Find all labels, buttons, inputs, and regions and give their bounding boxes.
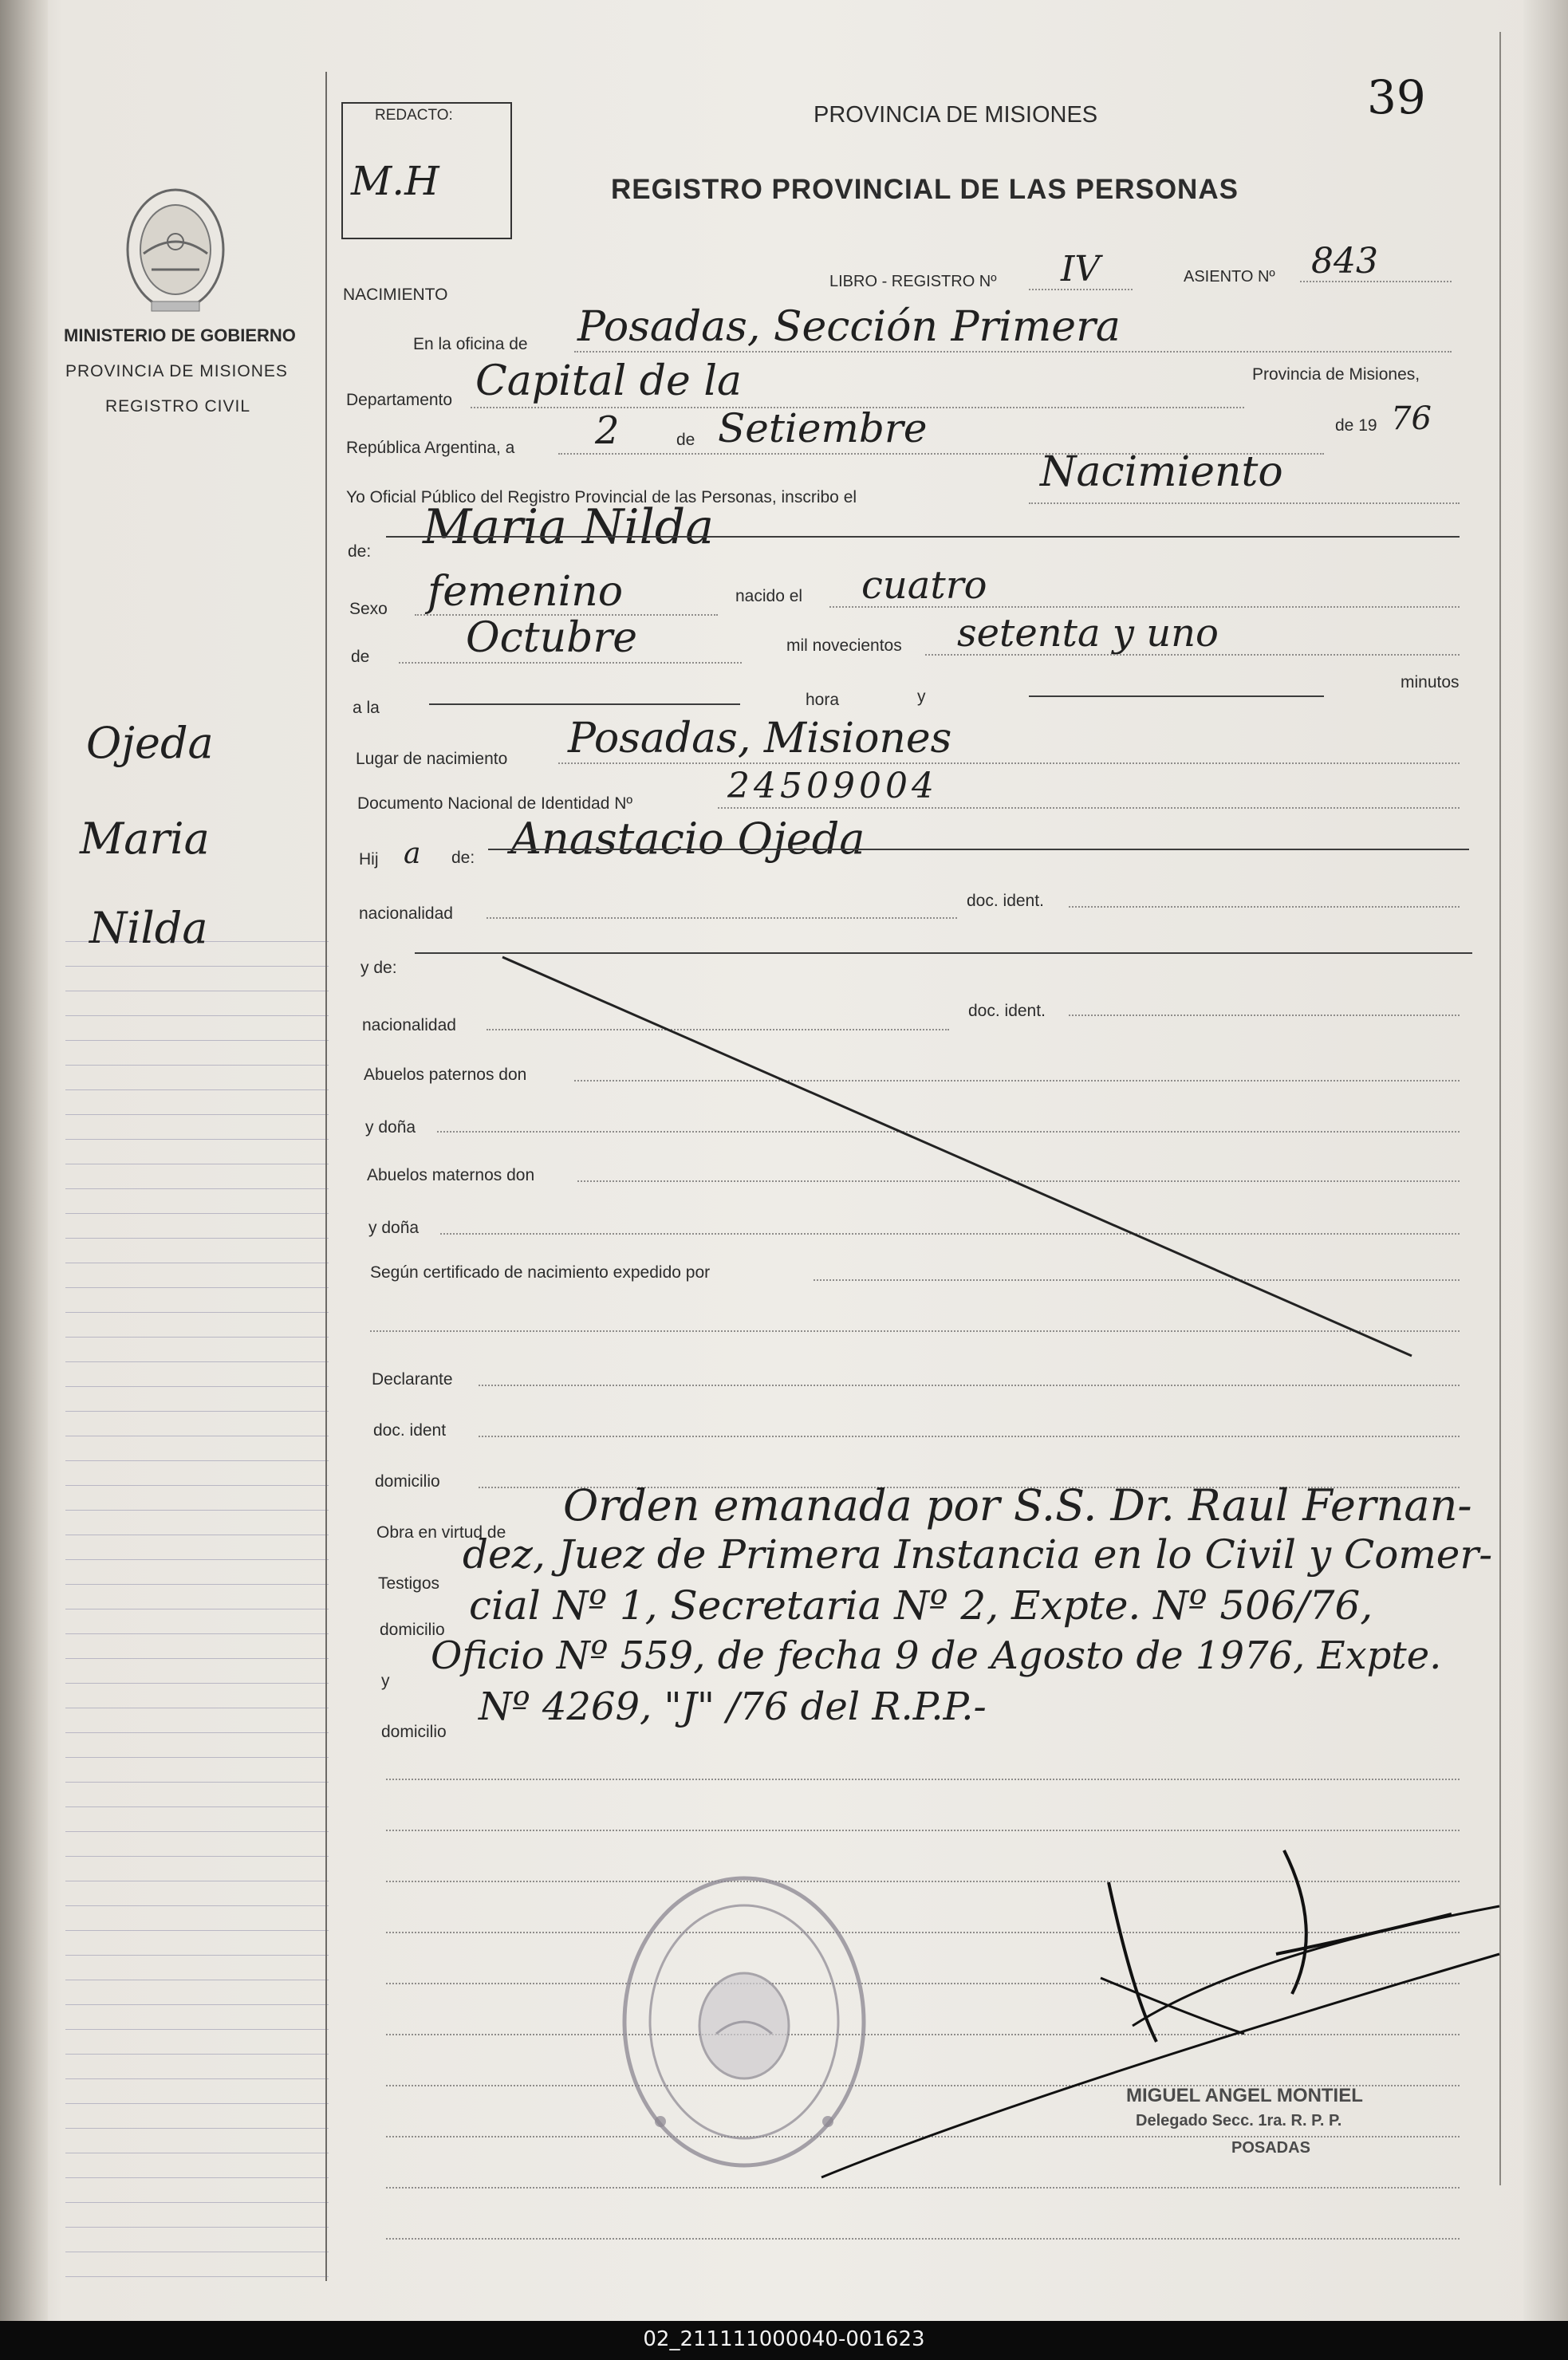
sexo-label: Sexo [349,600,388,618]
margin-rule [65,1065,329,1066]
libro-label: LIBRO - REGISTRO Nº [829,273,997,290]
margin-rule [65,1188,329,1189]
margin-rule [65,1806,329,1807]
oficial-value: Nacimiento [1040,448,1283,496]
image-caption-bar [0,2321,1568,2360]
margin-rule [65,2078,329,2079]
name-line [386,536,1460,538]
cancellation-stroke [479,941,1436,1372]
departamento-label: Departamento [346,391,453,409]
domicilio1-label: domicilio [375,1472,440,1491]
margin-rule [65,1411,329,1412]
ala-label: a la [353,699,380,717]
blank-line [386,2187,1460,2189]
y-label: y [917,688,926,706]
de-label: de [676,431,695,449]
dni-label: Documento Nacional de Identidad Nº [357,794,633,813]
hija-suffix: a [404,837,421,870]
nacido-value: cuatro [861,563,987,608]
day-value: 2 [595,408,620,453]
abuelos-paternos-label: Abuelos paternos don [364,1066,527,1084]
oficina-label: En la oficina de [413,335,528,353]
ministry-title: MINISTERIO DE GOBIERNO [64,325,296,345]
domicilio2-label: domicilio [380,1621,445,1639]
asiento-label: ASIENTO Nº [1184,268,1275,286]
ydona2-label: y doña [368,1219,420,1237]
certificado-label: Según certificado de nacimiento expedido por [370,1263,711,1282]
oficial-label: Yo Oficial Público del Registro Provincial de las Personas, inscribo el [346,488,857,506]
lugar-label: Lugar de nacimiento [356,750,508,768]
republica-label: República Argentina, a [346,439,515,457]
nacionalidad2-label: nacionalidad [362,1016,456,1034]
margin-rule [65,2202,329,2203]
margin-rule [65,1782,329,1783]
margin-rule [65,1015,329,1016]
margin-rule [65,1510,329,1511]
dni-value: 24509004 [727,766,938,806]
domicilio3-label: domicilio [381,1723,447,1741]
nacido-label: nacido el [735,587,803,605]
margin-rule [65,2128,329,2129]
oficina-line [574,351,1452,353]
province-header: PROVINCIA DE MISIONES [814,102,1098,128]
margin-divider [325,72,327,2281]
year-label: de 19 [1335,416,1377,435]
lugar-line [558,762,1460,764]
margin-rule [65,2004,329,2005]
obra-line-1: Orden emanada por S.S. Dr. Raul Fernan- [563,1480,1472,1531]
margin-rule [65,966,329,967]
nacionalidad-label: nacionalidad [359,904,453,923]
signatory-city: POSADAS [1231,2139,1310,2157]
minutos-label: minutos [1401,673,1460,691]
de-name-label: de: [348,542,372,561]
doc-ident2-label: doc. ident. [968,1002,1046,1020]
margin-rule [65,1955,329,1956]
page-number: 39 [1367,70,1426,124]
ministry-civil-registry: REGISTRO CIVIL [105,397,251,416]
parent-value: Anastacio Ojeda [510,814,865,864]
margin-rule [65,1460,329,1461]
signatory-title: Delegado Secc. 1ra. R. P. P. [1136,2112,1342,2130]
margin-rule [65,2276,329,2277]
hija-label: Hij [359,850,379,869]
obra-label: Obra en virtud de [376,1523,506,1542]
margin-rule [65,1337,329,1338]
doc-ident3-line [479,1436,1460,1437]
lugar-value: Posadas, Misiones [568,715,952,762]
hora-label: hora [806,691,840,709]
margin-rule [65,1089,329,1090]
obra-line-2: dez, Juez de Primera Instancia en lo Civil y Comer- [463,1531,1493,1578]
minutos-line [1029,695,1324,697]
dni-line [718,807,1460,809]
nacido-line [829,606,1460,608]
margin-rule [65,1386,329,1387]
yde-label: y de: [360,959,397,977]
signature-icon [798,1834,1515,2185]
obra-line-5: Nº 4269, "J" /76 del R.P.P.- [479,1684,987,1729]
declarante-label: Declarante [372,1370,453,1389]
sexo-value: femenino [427,568,624,616]
libro-line [1029,289,1133,290]
margin-rule [65,1658,329,1659]
margin-rule [65,2054,329,2055]
doc-ident-label: doc. ident. [967,892,1044,910]
redacto-initials: M.H [351,158,439,204]
margin-rule [65,1287,329,1288]
hija-de-label: de: [451,849,475,867]
birth-year-value: setenta y uno [957,611,1219,656]
book-binding [0,0,48,2321]
margin-rule [65,1757,329,1758]
name-value: Maria Nilda [423,499,714,555]
libro-value: IV [1061,249,1101,290]
margin-rule [65,1361,329,1362]
oficial-line [1029,502,1460,504]
y2-label: y [381,1672,390,1690]
blank-line [386,1830,1460,1831]
birth-month-value: Octubre [466,614,638,662]
margin-rule [65,1213,329,1214]
margin-surname: Ojeda [86,718,214,768]
margin-rule [65,1930,329,1931]
margin-rule [65,1831,329,1832]
abuelos-maternos-label: Abuelos maternos don [367,1166,535,1184]
margin-rule [65,2029,329,2030]
provincia-label: Provincia de Misiones, [1252,365,1420,384]
margin-rule [65,1905,329,1906]
margin-rule [65,1114,329,1115]
margin-rule [65,1633,329,1634]
page-edge [1523,0,1568,2321]
image-caption: 02_211111000040-001623 [643,2327,925,2351]
asiento-line [1300,281,1452,282]
coat-of-arms-icon [120,182,231,317]
margin-rule [65,1238,329,1239]
ydona1-label: y doña [365,1118,416,1137]
ala-line [429,703,740,705]
margin-rule [65,1559,329,1560]
registry-title: REGISTRO PROVINCIAL DE LAS PERSONAS [611,174,1239,205]
departamento-value: Capital de la [475,357,742,405]
mil-label: mil novecientos [786,636,902,655]
testigos-label: Testigos [378,1574,440,1593]
margin-middle-name: Nilda [89,903,208,953]
margin-rule [65,1732,329,1733]
margin-rule [65,1584,329,1585]
oficina-value: Posadas, Sección Primera [577,303,1121,351]
signatory-name: MIGUEL ANGEL MONTIEL [1126,2085,1363,2106]
margin-rule [65,2227,329,2228]
birth-month-line [399,662,742,664]
margin-rule [65,2103,329,2104]
year-value: 76 [1391,400,1432,437]
declarante-line [479,1385,1460,1386]
parent-line [488,849,1469,850]
redacto-label: REDACTO: [375,107,453,124]
margin-rule [65,1485,329,1486]
margin-rule [65,2177,329,2178]
blank-line [386,1779,1460,1780]
act-type-label: NACIMIENTO [343,286,448,304]
asiento-value: 843 [1311,241,1378,282]
margin-rule [65,1683,329,1684]
margin-rule [65,1312,329,1313]
de-month-label: de [351,648,370,666]
nacionalidad-line [487,917,957,919]
margin-first-name: Maria [80,814,210,864]
ministry-province: PROVINCIA DE MISIONES [65,362,288,380]
margin-rule [65,1040,329,1041]
margin-rule [65,1856,329,1857]
margin-rule [65,1139,329,1140]
blank-line [386,2238,1460,2240]
month-value: Setiembre [718,405,928,451]
doc-ident-line [1069,906,1460,908]
obra-line-3: cial Nº 1, Secretaria Nº 2, Expte. Nº 506/76, [469,1582,1373,1629]
doc-ident3-label: doc. ident [373,1421,447,1440]
birth-year-line [925,654,1460,656]
obra-line-4: Oficio Nº 559, de fecha 9 de Agosto de 1976, Expte. [431,1633,1442,1678]
